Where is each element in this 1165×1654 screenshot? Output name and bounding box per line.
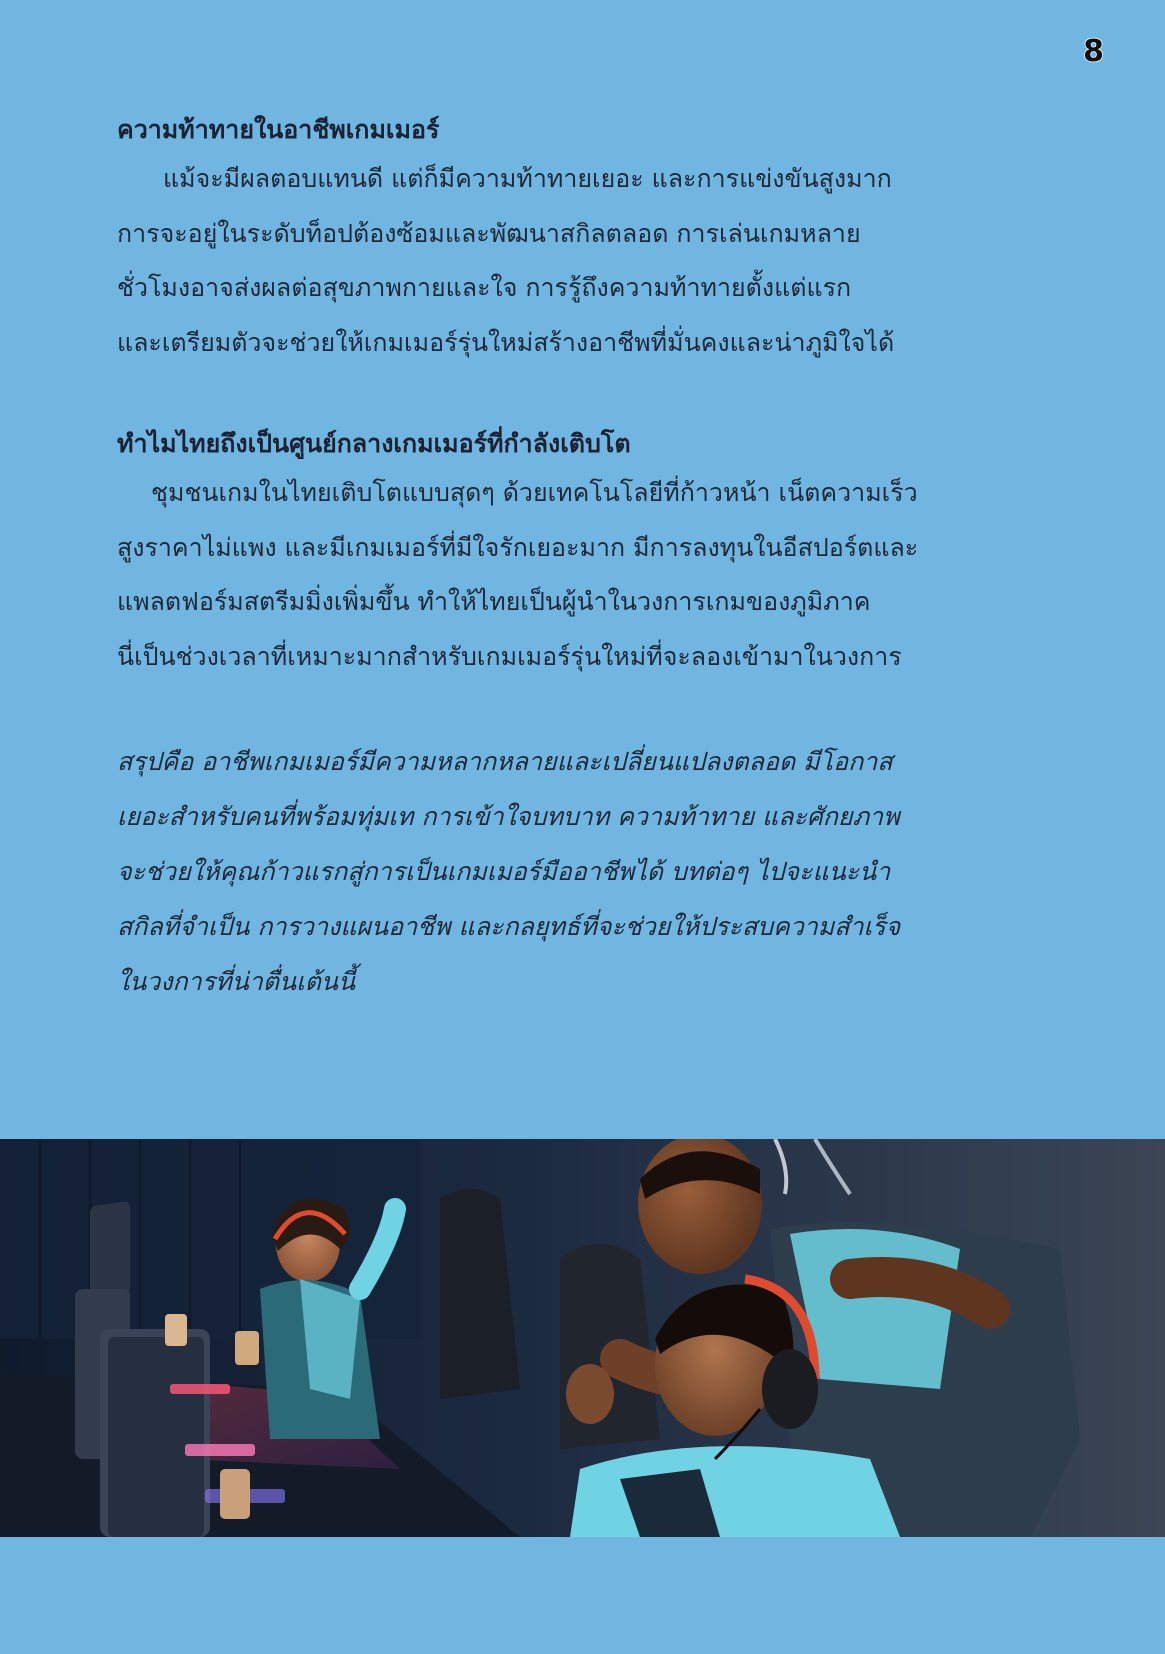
section-heading-challenges: ความท้าทายในอาชีพเกมเมอร์ — [117, 115, 440, 144]
photo-illustration — [0, 1139, 1165, 1537]
summary-paragraph — [117, 734, 1057, 1009]
paragraph-line: สูงราคาไม่แพง และมีเกมเมอร์ที่มีใจรักเยอะมาก มีการลงทุนในอีสปอร์ตและ — [117, 532, 919, 562]
paragraph-line: ชั่วโมงอาจส่งผลต่อสุขภาพกายและใจ การรู้ถึงความท้าทายตั้งแต่แรก — [117, 273, 852, 302]
summary-line: สกิลที่จำเป็น การวางแผนอาชีพ และกลยุทธ์ที่จะช่วยให้ประสบความสำเร็จ — [117, 912, 901, 941]
section-spacer — [117, 370, 1057, 422]
paragraph-line: และเตรียมตัวจะช่วยให้เกมเมอร์รุ่นใหม่สร้างอาชีพที่มั่นคงและน่าภูมิใจได้ — [117, 327, 895, 357]
paragraph-line: แม้จะมีผลตอบแทนดี แต่ก็มีความท้าทายเยอะ และการแข่งขันสูงมาก — [163, 164, 892, 193]
summary-line: ในวงการที่น่าตื่นเต้นนี้ — [117, 967, 356, 996]
summary-line: จะช่วยให้คุณก้าวแรกสู่การเป็นเกมเมอร์มืออาชีพได้ บทต่อๆ ไปจะแนะนำ — [117, 857, 891, 886]
paragraph-line: ชุมชนเกมในไทยเติบโตแบบสุดๆ ด้วยเทคโนโลยีที่ก้าวหน้า เน็ตความเร็ว — [151, 478, 918, 507]
page-content — [117, 108, 1057, 1009]
section-spacer — [117, 684, 1057, 734]
paragraph-line: นี่เป็นช่วงเวลาที่เหมาะมากสำหรับเกมเมอร์รุ่นใหม่ที่จะลองเข้ามาในวงการ — [117, 641, 902, 671]
esports-gaming-photo — [0, 1139, 1165, 1537]
section-paragraph-challenges — [117, 152, 1057, 370]
summary-line: สรุปคือ อาชีพเกมเมอร์มีความหลากหลายและเปลี่ยนแปลงตลอด มีโอกาส — [117, 747, 893, 776]
page-number: 8 — [1083, 34, 1104, 69]
summary-line: เยอะสำหรับคนที่พร้อมทุ่มเท การเข้าใจบทบาท ความท้าทาย และศักยภาพ — [117, 802, 900, 831]
section-paragraph-thailand-hub — [117, 466, 1057, 684]
paragraph-line: แพลตฟอร์มสตรีมมิ่งเพิ่มขึ้น ทำให้ไทยเป็นผู้นำในวงการเกมของภูมิภาค — [117, 587, 871, 616]
section-heading-thailand-hub: ทำไมไทยถึงเป็นศูนย์กลางเกมเมอร์ที่กำลังเติบโต — [117, 429, 631, 458]
paragraph-line: การจะอยู่ในระดับท็อปต้องซ้อมและพัฒนาสกิลตลอด การเล่นเกมหลาย — [117, 218, 861, 248]
